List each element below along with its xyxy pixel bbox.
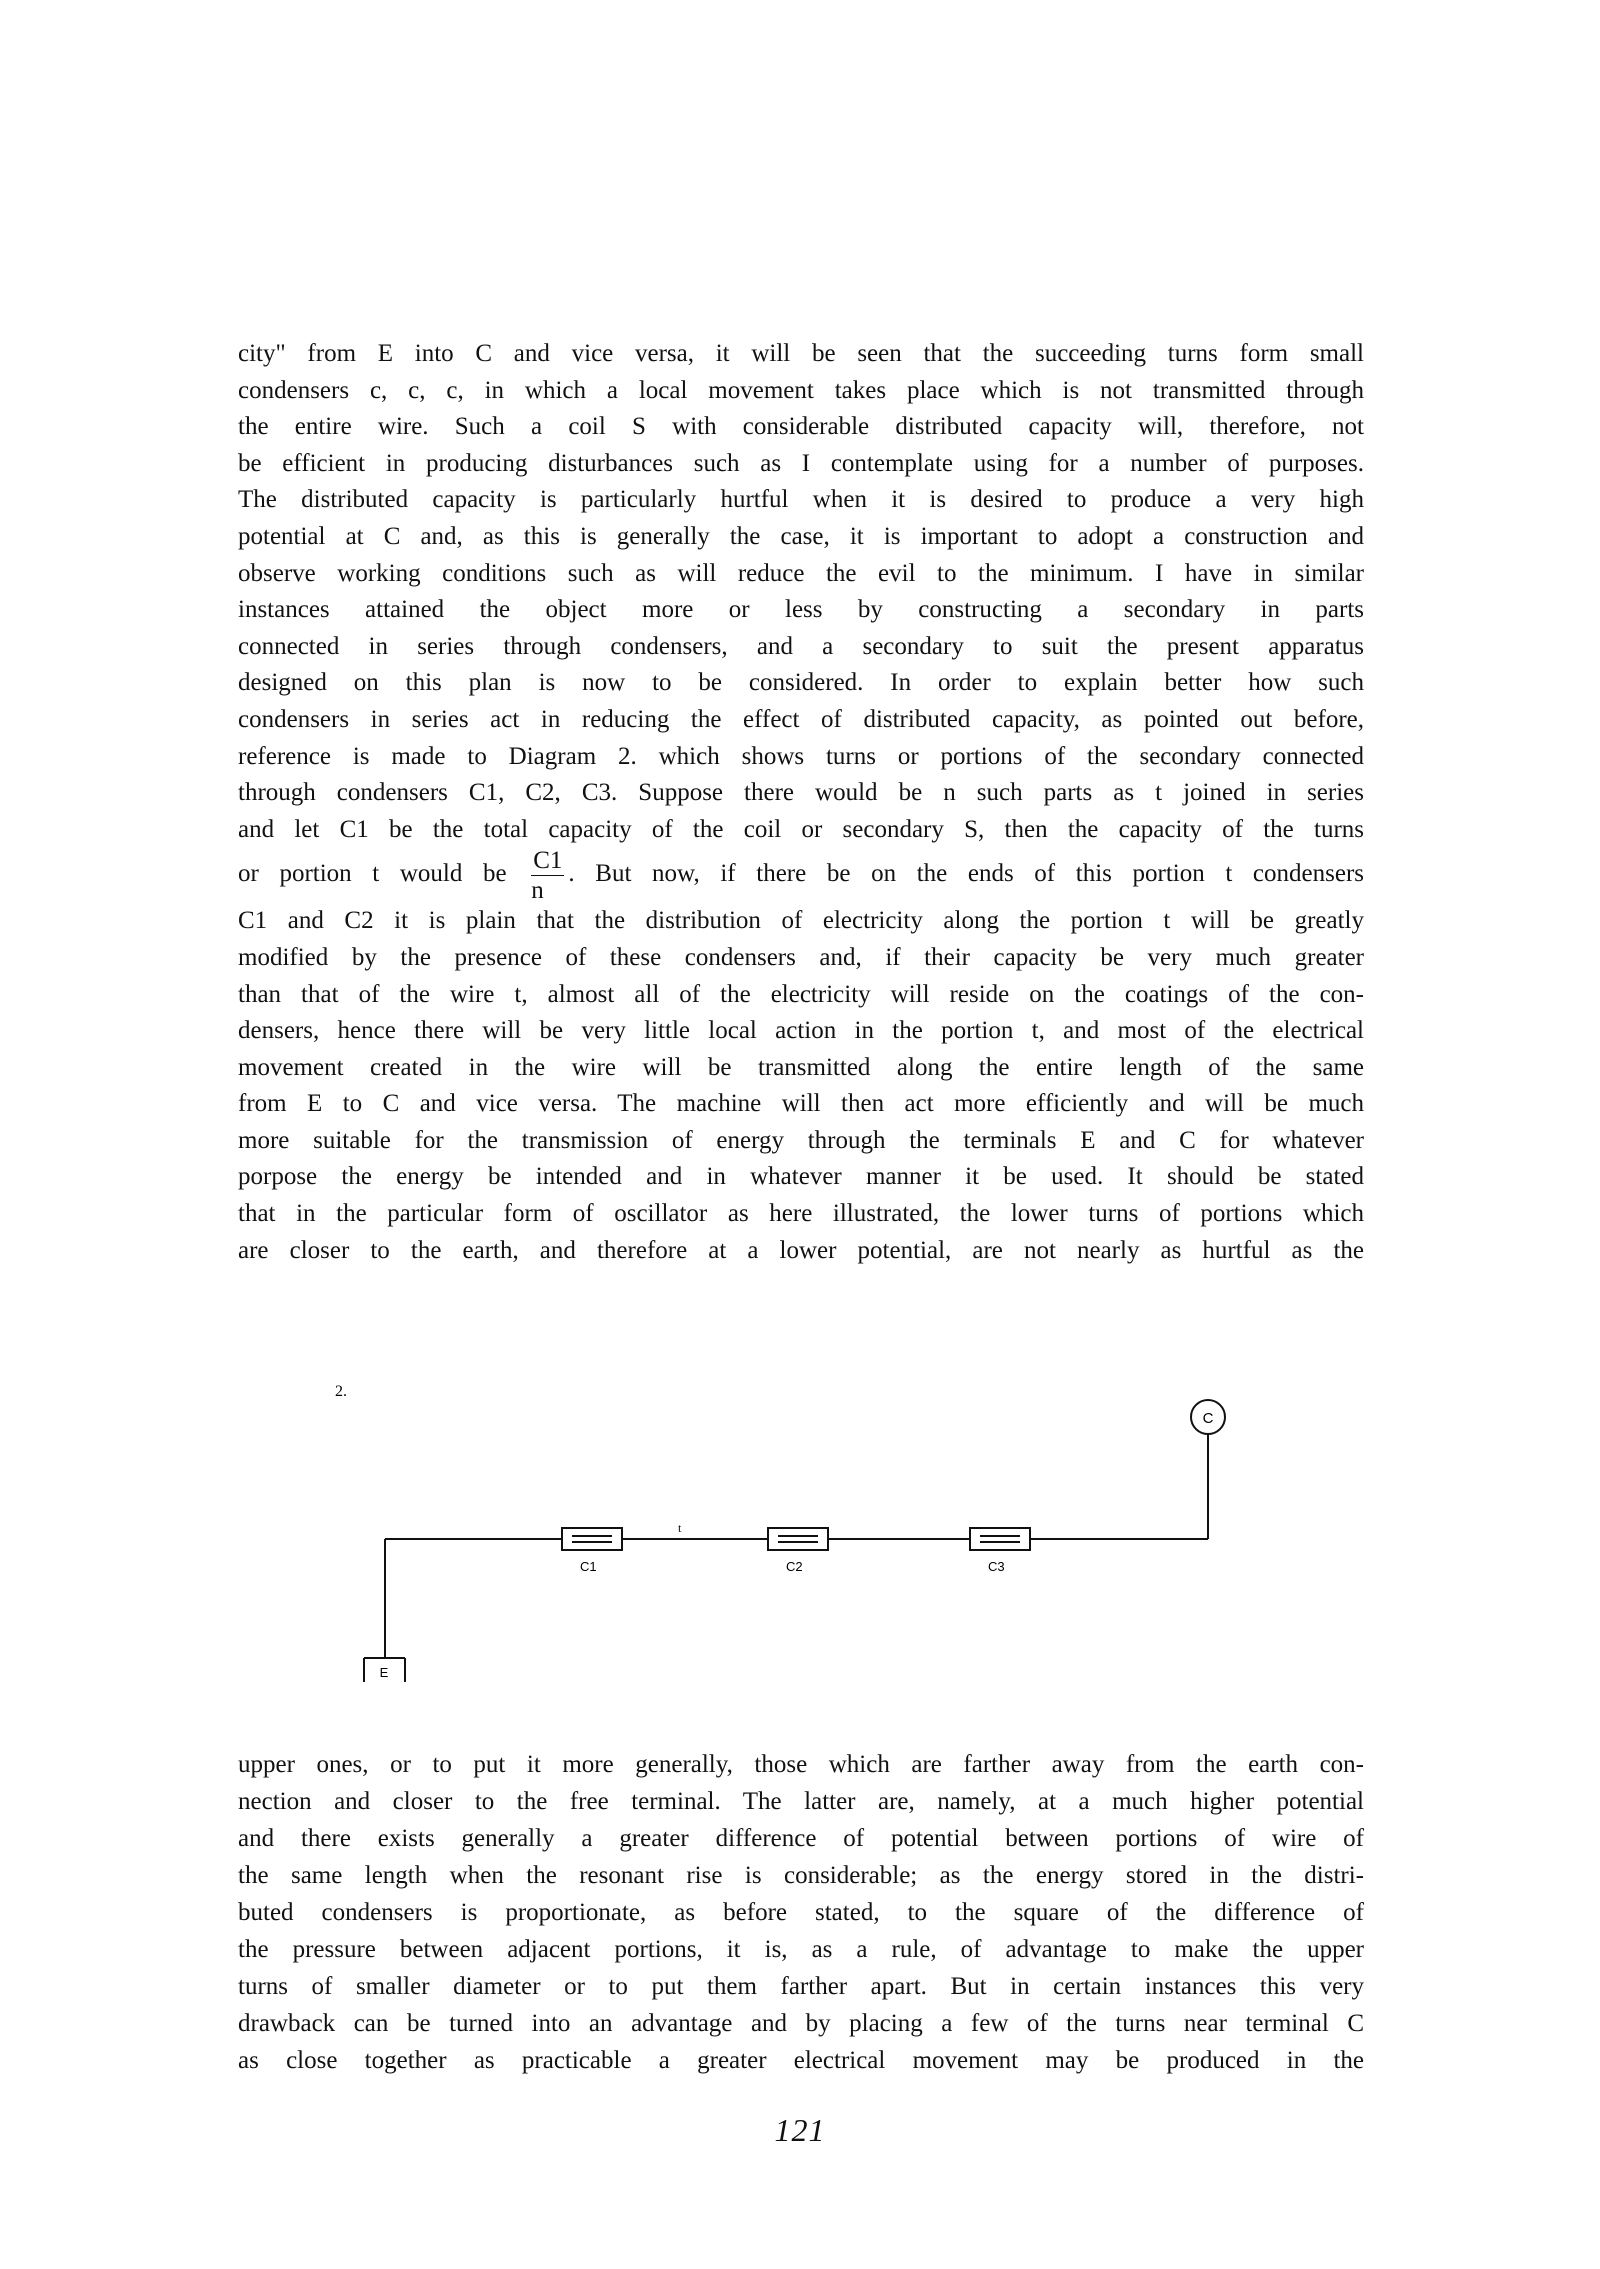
paragraph-1-line: more suitable for the transmission of energy through the terminals E and C for whatever (238, 1126, 1364, 1154)
paragraph-1-lines-a (238, 336, 1364, 848)
paragraph-1-line: be efficient in producing disturbances such as I contemplate using for a number of purposes. (238, 449, 1364, 477)
paragraph-1-line: reference is made to Diagram 2. which shows turns or portions of the secondary connected (238, 742, 1364, 770)
fraction-line-before: or portion t would be (238, 860, 507, 888)
paragraph-2-line: turns of smaller diameter or to put them farther apart. But in certain instances this very (238, 1973, 1364, 2000)
paragraph-2-line: the pressure between adjacent portions, it is, as a rule, of advantage to make the upper (238, 1936, 1364, 1963)
body-paragraph-2 (238, 1746, 1364, 2079)
wire-t-label: t (678, 1521, 682, 1535)
paragraph-1-line: condensers in series act in reducing the effect of distributed capacity, as pointed out before, (238, 705, 1364, 733)
paragraph-1-line: porpose the energy be intended and in whatever manner it be used. It should be stated (238, 1163, 1364, 1191)
paragraph-1-line: modified by the presence of these condensers and, if their capacity be very much greater (238, 943, 1364, 971)
paragraph-2-line: the same length when the resonant rise is considerable; as the energy stored in the distri- (238, 1862, 1364, 1889)
paragraph-1-line: that in the particular form of oscillator as here illustrated, the lower turns of portions which (238, 1200, 1364, 1228)
page-number: 121 (774, 2112, 826, 2148)
condenser-c3-label: C3 (988, 1559, 1005, 1574)
paragraph-1-line: through condensers C1, C2, C3. Suppose there would be n such parts as t joined in series (238, 779, 1364, 807)
paragraph-1-line: condensers c, c, c, in which a local movement takes place which is not transmitted through (238, 376, 1364, 404)
fraction-line-after: . But now, if there be on the ends of this portion t condensers (568, 860, 1364, 888)
body-paragraph-1 (238, 336, 1364, 1269)
paragraph-2-line: upper ones, or to put it more generally, those which are farther away from the earth con- (238, 1751, 1364, 1778)
paragraph-1-lines-b (238, 903, 1364, 1269)
paragraph-1-line: are closer to the earth, and therefore at a lower potential, are not nearly as hurtful as the (238, 1236, 1364, 1264)
condenser-c1 (562, 1528, 622, 1550)
paragraph-1-line: and let C1 be the total capacity of the coil or secondary S, then the capacity of the turns (238, 815, 1364, 843)
fraction-denominator: n (531, 877, 544, 905)
paragraph-1-line: densers, hence there will be very little local action in the portion t, and most of the electrical (238, 1017, 1364, 1045)
paragraph-2-line: drawback can be turned into an advantage and by placing a few of the turns near terminal C (238, 2010, 1364, 2037)
paragraph-1-line: observe working conditions such as will reduce the evil to the minimum. I have in similar (238, 559, 1364, 587)
paragraph-2-line: nection and closer to the free terminal. The latter are, namely, at a much higher potential (238, 1788, 1364, 1815)
diagram-2 (0, 1370, 1600, 1720)
terminal-e-label: E (379, 1665, 389, 1680)
paragraph-1-line: The distributed capacity is particularly hurtful when it is desired to produce a very high (238, 486, 1364, 514)
fraction-line (238, 848, 1364, 903)
condenser-c1-label: C1 (580, 1559, 597, 1574)
fraction-numerator: C1 (533, 847, 563, 875)
condenser-c3 (970, 1528, 1030, 1550)
condenser-c2 (768, 1528, 828, 1550)
paragraph-1-line: designed on this plan is now to be considered. In order to explain better how such (238, 669, 1364, 697)
paragraph-2-line: and there exists generally a greater difference of potential between portions of wire of (238, 1825, 1364, 1852)
paragraph-1-line: instances attained the object more or less by constructing a secondary in parts (238, 596, 1364, 624)
fraction-c1-over-n (531, 848, 564, 903)
diagram-number: 2. (335, 1383, 347, 1400)
paragraph-1-line: from E to C and vice versa. The machine will then act more efficiently and will be much (238, 1090, 1364, 1118)
paragraph-1-line: movement created in the wire will be transmitted along the entire length of the same (238, 1053, 1364, 1081)
condenser-c2-label: C2 (786, 1559, 803, 1574)
paragraph-2-line: buted condensers is proportionate, as before stated, to the square of the difference of (238, 1899, 1364, 1926)
paragraph-1-line: city" from E into C and vice versa, it will be seen that the succeeding turns form small (238, 340, 1364, 367)
paragraph-1-line: than that of the wire t, almost all of the electricity will reside on the coatings of the con- (238, 980, 1364, 1008)
paragraph-1-line: connected in series through condensers, and a secondary to suit the present apparatus (238, 632, 1364, 660)
paragraph-2-line: as close together as practicable a greater electrical movement may be produced in the (238, 2047, 1364, 2074)
paragraph-1-line: potential at C and, as this is generally the case, it is important to adopt a construction and (238, 522, 1364, 550)
paragraph-1-line: C1 and C2 it is plain that the distribution of electricity along the portion t will be greatly (238, 907, 1364, 935)
paragraph-1-line: the entire wire. Such a coil S with considerable distributed capacity will, therefore, not (238, 413, 1364, 441)
terminal-c-label: C (1202, 1410, 1214, 1427)
